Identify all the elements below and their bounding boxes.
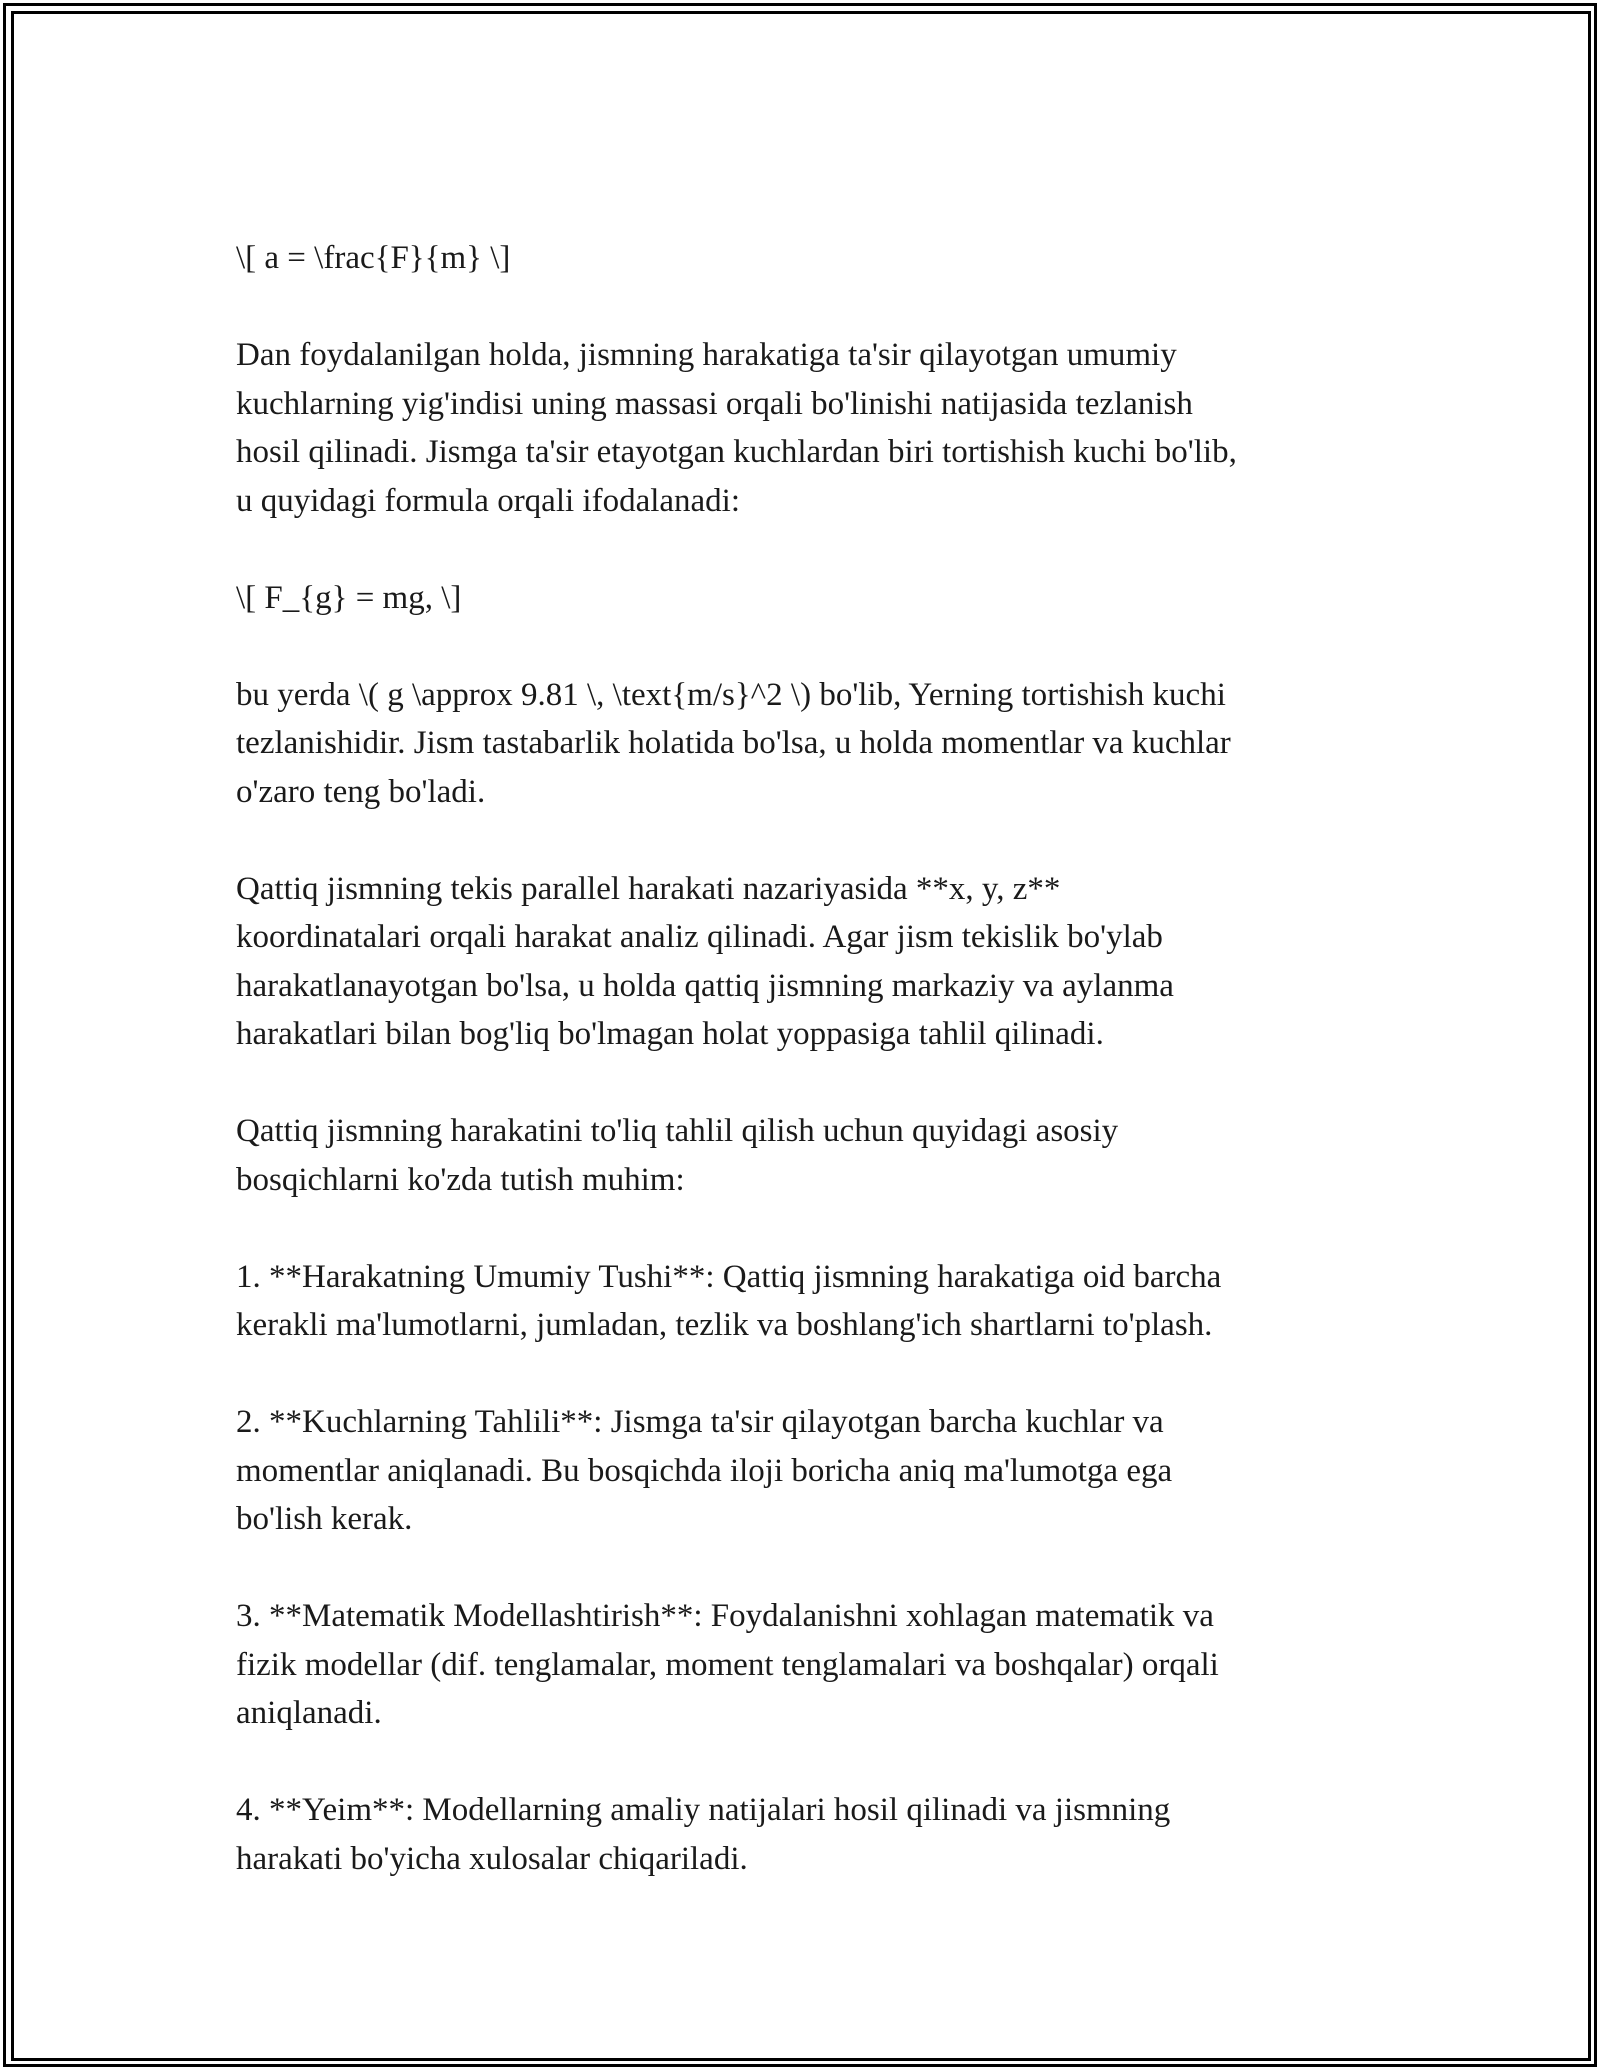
equation-gravity-force: \[ F_{g} = mg, \] xyxy=(236,579,462,616)
list-item-step-1: 1. **Harakatning Umumiy Tushi**: Qattiq jismning harakatiga oid barcha kerakli ma'lumotlarni, jumladan, tezlik va boshlang'ich shartlarni to'plash. xyxy=(236,1258,1222,1343)
paragraph-gravity-definition: bu yerda \( g \approx 9.81 \, \text{m/s}^2 \) bo'lib, Yerning tortishish kuchi tezlanishidir. Jism tastabarlik holatida bo'lsa, u holda momentlar va kuchlar o'zaro teng bo'ladi. xyxy=(236,676,1231,810)
paragraph-plane-motion: Qattiq jismning tekis parallel harakati nazariyasida **x, y, z** koordinatalari orqali harakat analiz qilinadi. Agar jism tekislik bo'ylab harakatlanayotgan bo'lsa, u holda qattiq jismning markaziy va aylanma harakatlari bilan bog'liq bo'lmagan holat yoppasiga tahlil qilinadi. xyxy=(236,870,1174,1052)
paragraph-analysis-intro: Qattiq jismning harakatini to'liq tahlil qilish uchun quyidagi asosiy bosqichlarni ko'zda tutish muhim: xyxy=(236,1113,1119,1198)
list-item-step-2: 2. **Kuchlarning Tahlili**: Jismga ta'sir qilayotgan barcha kuchlar va momentlar aniqlanadi. Bu bosqichda iloji boricha aniq ma'lumotga ega bo'lish kerak. xyxy=(236,1404,1173,1537)
document-body xyxy=(236,234,1366,1883)
list-item-step-3: 3. **Matematik Modellashtirish**: Foydalanishni xohlagan matematik va fizik modellar (dif. tenglamalar, moment tenglamalari va boshqalar) orqali aniqlanadi. xyxy=(236,1598,1219,1731)
list-item-step-4: 4. **Yeim**: Modellarning amaliy natijalari hosil qilinadi va jismning harakati bo'yicha xulosalar chiqariladi. xyxy=(236,1792,1171,1877)
equation-acceleration: \[ a = \frac{F}{m} \] xyxy=(236,240,511,276)
paragraph-acceleration-explanation: Dan foydalanilgan holda, jismning harakatiga ta'sir qilayotgan umumiy kuchlarning yig'indisi uning massasi orqali bo'linishi natijasida tezlanish hosil qilinadi. Jismga ta'sir etayotgan kuchlardan biri tortishish kuchi bo'lib, u quyidagi formula orqali ifodalanadi: xyxy=(236,337,1237,519)
